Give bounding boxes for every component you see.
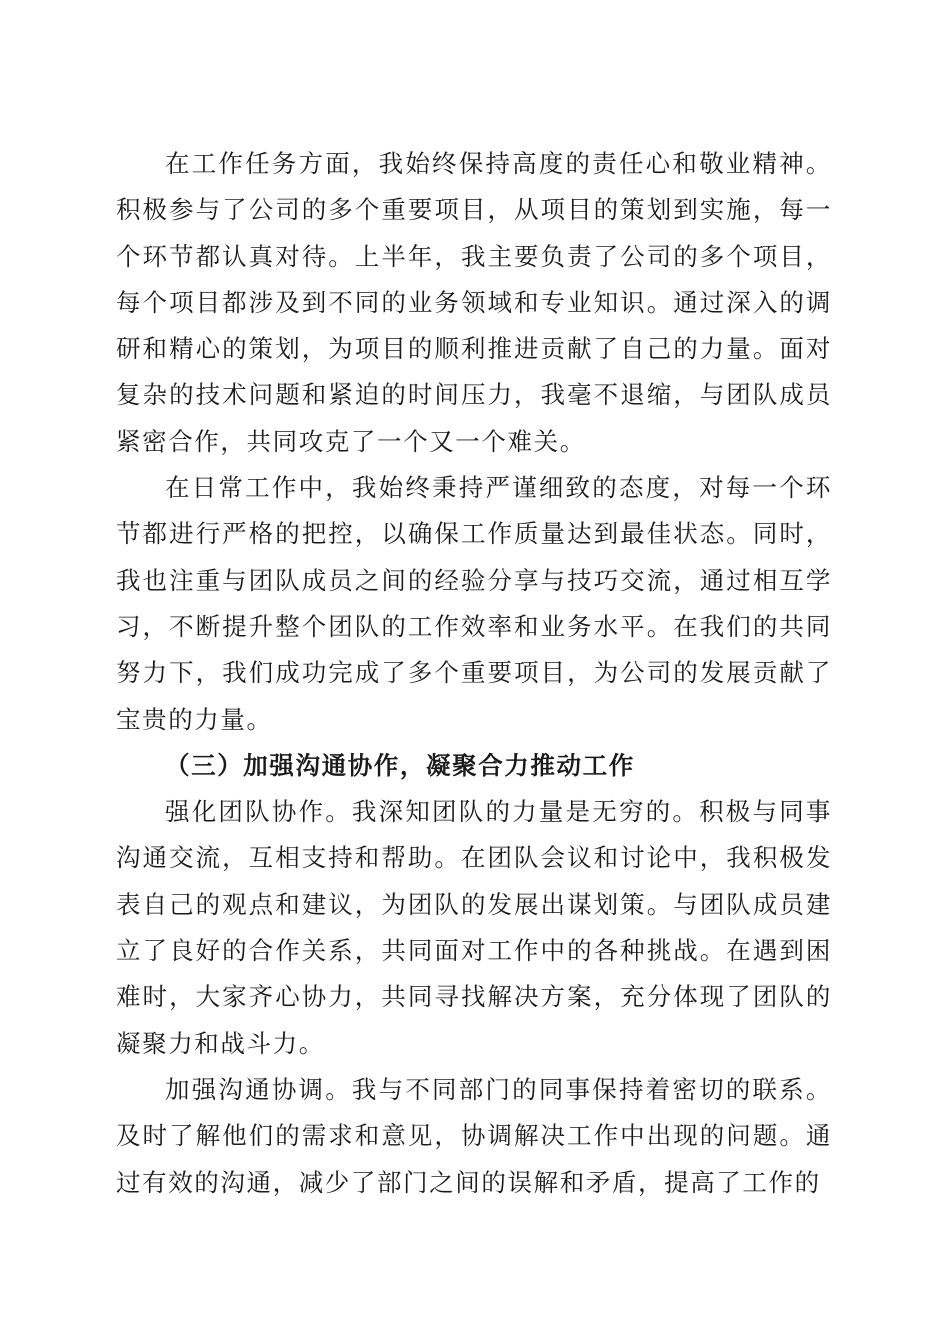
paragraph-team-collaboration: 强化团队协作。我深知团队的力量是无穷的。积极与同事沟通交流，互相支持和帮助。在团队会议和讨论中，我积极发表自己的观点和建议，为团队的发展出谋划策。与团队成员建立了良好的合作关系，共同面对工作中的各种挑战。在遇到困难时，大家齐心协力，共同寻找解决方案，充分体现了团队的凝聚力和战斗力。 <box>116 797 832 1058</box>
document-body <box>116 141 832 1206</box>
paragraph-communication-coordination: 加强沟通协调。我与不同部门的同事保持着密切的联系。及时了解他们的需求和意见，协调解决工作中出现的问题。通过有效的沟通，减少了部门之间的误解和矛盾，提高了工作的 <box>116 1074 832 1197</box>
paragraph-daily-work: 在日常工作中，我始终秉持严谨细致的态度，对每一个环节都进行严格的把控，以确保工作质量达到最佳状态。同时，我也注重与团队成员之间的经验分享与技巧交流，通过相互学习，不断提升整个团队的工作效率和业务水平。在我们的共同努力下，我们成功完成了多个重要项目，为公司的发展贡献了宝贵的力量。 <box>116 473 832 734</box>
section-heading: （三）加强沟通协作，凝聚合力推动工作 <box>165 750 635 780</box>
paragraph-work-tasks: 在工作任务方面，我始终保持高度的责任心和敬业精神。积极参与了公司的多个重要项目，从项目的策划到实施，每一个环节都认真对待。上半年，我主要负责了公司的多个项目，每个项目都涉及到不同的业务领域和专业知识。通过深入的调研和精心的策划，为项目的顺利推进贡献了自己的力量。面对复杂的技术问题和紧迫的时间压力，我毫不退缩，与团队成员紧密合作，共同攻克了一个又一个难关。 <box>116 149 832 456</box>
